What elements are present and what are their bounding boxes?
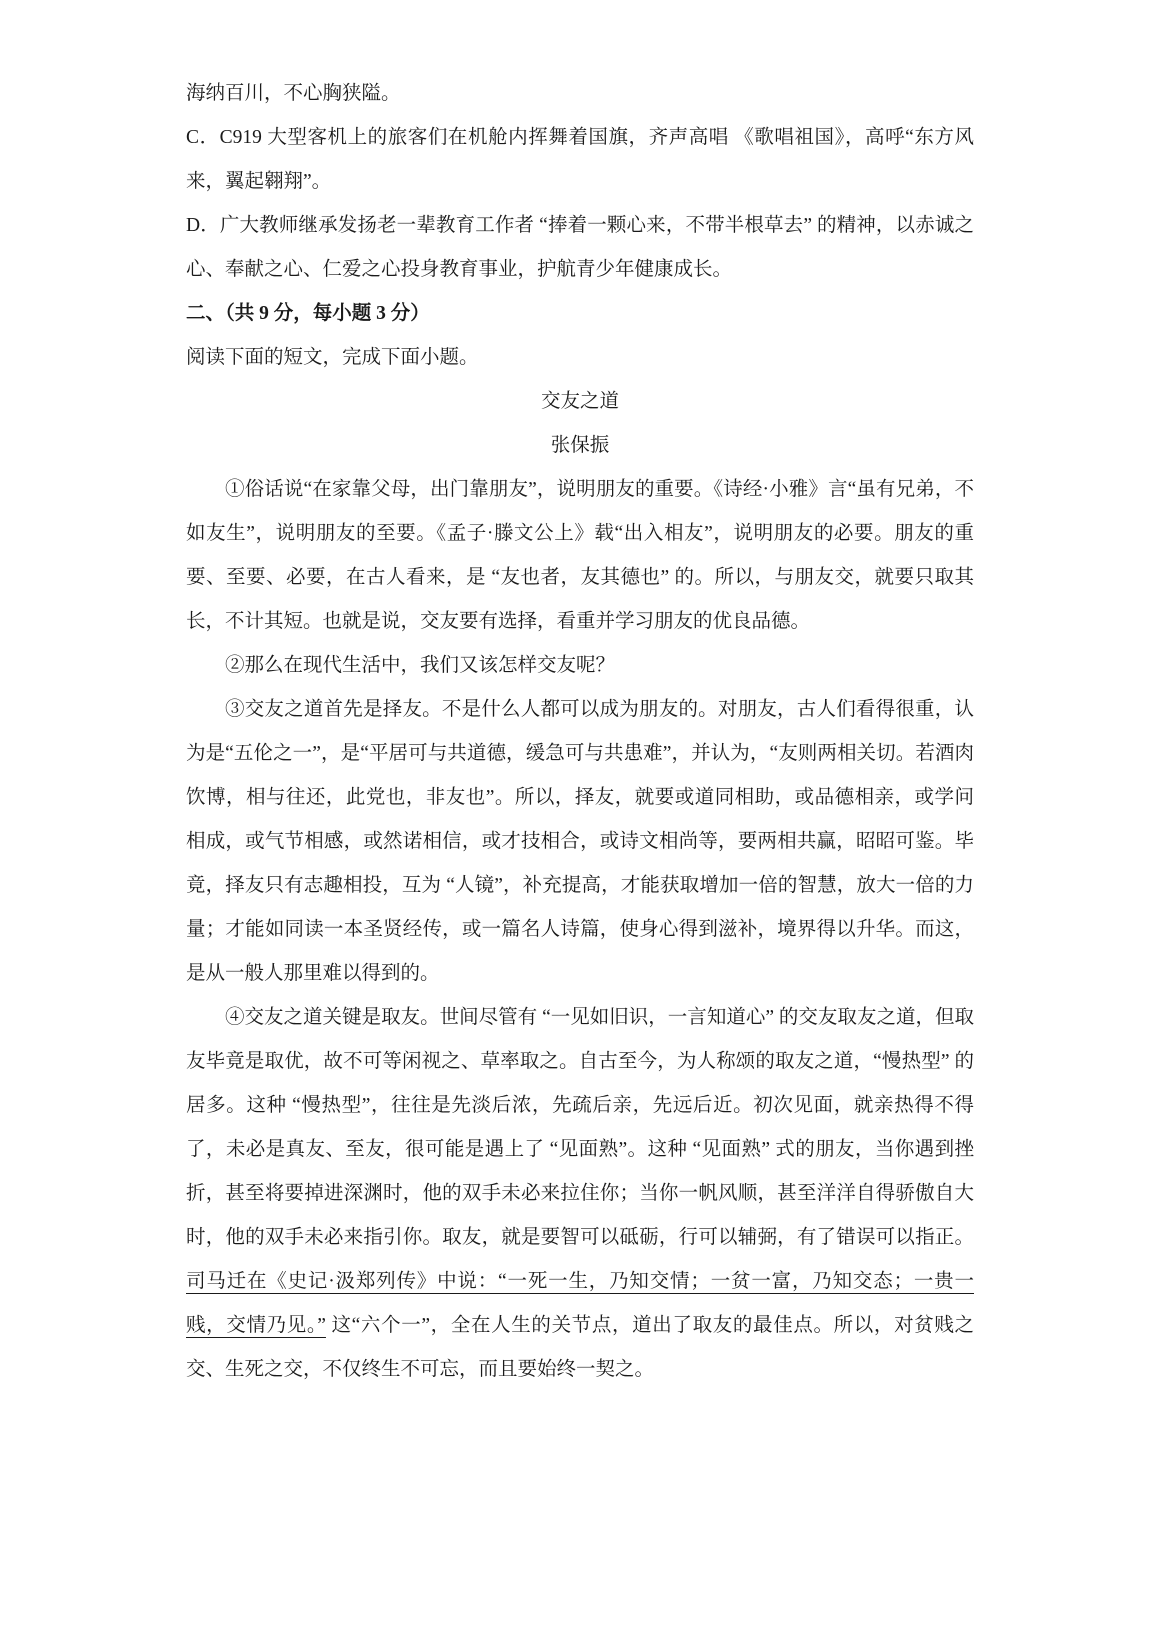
essay-author: 张保振: [550, 435, 610, 456]
essay-paragraph-2: ②那么在现代生活中，我们又该怎样交友呢？: [225, 655, 616, 676]
essay-paragraph-3: ③交友之道首先是择友。不是什么人都可以成为朋友的。对朋友，古人们看得很重，认为是“五伦之一”，是“平居可与共道德，缓急可与共患难”，并认为，“友则两相关切。若酒肉饮博，相与往还，此党也，非友也”。所以，择友，就要或道同相助，或品德相亲，或学问相成，或气节相感，或然诺相信，或才技相合，或诗文相尚等，要两相共赢，昭昭可鉴。毕竟，择友只有志趣相投，互为 “人镜”，补充提高，才能获取增加一倍的智慧，放大一倍的力量；才能如同读一本圣贤经传，或一篇名人诗篇，使身心得到滋补，境界得以升华。而这，是从一般人那里难以得到的。: [186, 699, 974, 984]
option-d: D．广大教师继承发扬老一辈教育工作者 “捧着一颗心来，不带半根草去” 的精神，以赤诚之心、奉献之心、仁爱之心投身教育事业，护航青少年健康成长。: [186, 215, 974, 280]
essay-paragraph-4: [186, 996, 974, 1392]
essay-title: 交友之道: [540, 391, 619, 412]
essay-paragraph-1: ①俗话说“在家靠父母，出门靠朋友”，说明朋友的重要。《诗经·小雅》言“虽有兄弟，不如友生”，说明朋友的至要。《孟子·滕文公上》载“出入相友”，说明朋友的必要。朋友的重要、至要、必要，在古人看来，是 “友也者，友其德也” 的。所以，与朋友交，就要只取其长，不计其短。也就是说，交友要有选择，看重并学习朋友的优良品德。: [186, 479, 974, 632]
paragraph-4-tail: 这“六个一”，全在人生的关节点，道出了取友的最佳点。所以，对贫贱之交、生死之交，不仅终生不可忘，而且要始终一契之。: [186, 1315, 975, 1380]
paragraph-4-sima-qian-quote: 司马迁在《史记·汲郑列传》中说：“一死一生，乃知交情；一贫一富，乃知交态；一贵一贱，交情乃见。”: [186, 1271, 974, 1336]
option-c: C．C919 大型客机上的旅客们在机舱内挥舞着国旗，齐声高唱 《歌唱祖国》，高呼“东方风来，翼起翱翔”。: [186, 127, 974, 192]
section-heading: 二、（共 9 分，每小题 3 分）: [186, 303, 430, 324]
paragraph-4-body: ④交友之道关键是取友。世间尽管有 “一见如旧识，一言知道心” 的交友取友之道，但取友毕竟是取优，故不可等闲视之、草率取之。自古至今，为人称颂的取友之道，“慢热型” 的居多。这种 “慢热型”，往往是先淡后浓，先疏后亲，先远后近。初次见面，就亲热得不得了，未必是真友、至友，很可能是遇上了 “见面熟”。这种 “见面熟” 式的朋友，当你遇到挫折，甚至将要掉进深渊时，他的双手未必来拉住你；当你一帆风顺，甚至洋洋自得骄傲自大时，他的双手未必来指引你。取友，就是要智可以砥砺，行可以辅弼，有了错误可以指正。: [186, 1007, 974, 1248]
option-b-continuation: 海纳百川，不心胸狭隘。: [186, 83, 401, 104]
instruction: 阅读下面的短文，完成下面小题。: [186, 347, 479, 368]
